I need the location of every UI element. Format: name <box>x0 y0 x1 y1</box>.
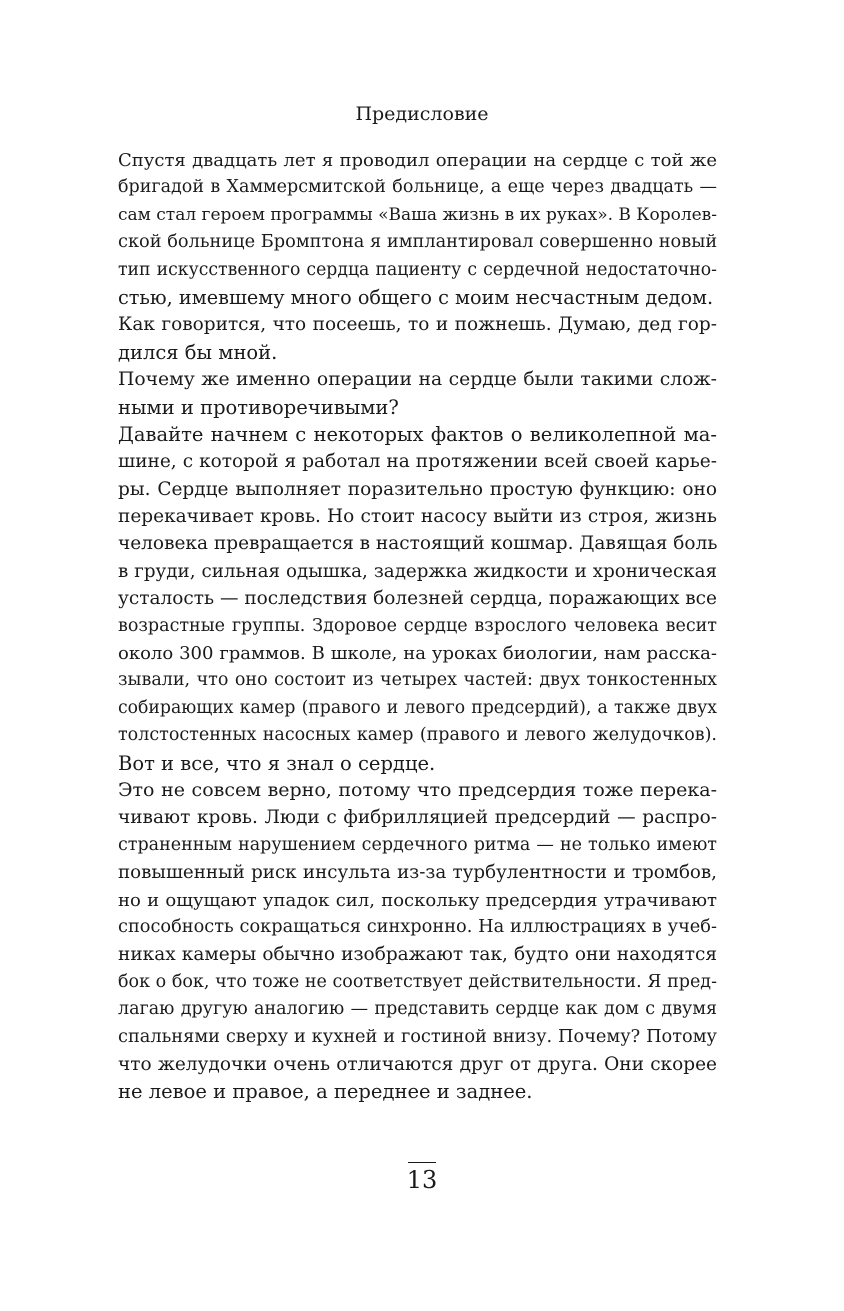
text-line: что желудочки очень отличаются друг от друга. Они скорее <box>118 1053 717 1075</box>
text-line: сам стал героем программы «Ваша жизнь в их руках». В Королев- <box>118 204 717 225</box>
text-line: лагаю другую аналогию — представить сердце как дом с двумя <box>118 999 717 1020</box>
text-line: стью, имевшему много общего с моим несчастным дедом. <box>118 285 714 309</box>
text-line: перекачивает кровь. Но стоит насосу выйти из строя, жизнь <box>118 506 717 528</box>
page-number: 13 <box>406 1166 438 1194</box>
text-line: спальнями сверху и кухней и гостиной внизу. Почему? Потому <box>118 1026 717 1047</box>
text-line: способность сокращаться синхронно. На иллюстрациях в учеб- <box>118 916 717 937</box>
text-line: но и ощущают упадок сил, поскольку предсердия утрачивают <box>118 889 717 911</box>
text-line: шине, с которой я работал на протяжении всей своей карье- <box>118 451 717 473</box>
text-line: зывали, что оно состоит из четырех частей: двух тонкостенных <box>118 670 717 691</box>
text-line: Спустя двадцать лет я проводил операции на сердце с той же <box>118 150 717 171</box>
text-line: дился бы мной. <box>118 340 278 364</box>
text-line: Почему же именно операции на сердце были такими слож- <box>118 369 717 391</box>
text-line: страненным нарушением сердечного ритма — не только имеют <box>118 834 717 855</box>
text-line: бок о бок, что тоже не соответствует действительности. Я пред- <box>118 971 717 992</box>
text-line: ными и противоречивыми? <box>118 395 399 419</box>
text-line: не левое и правое, а переднее и заднее. <box>118 1080 533 1104</box>
text-line: толстостенных насосных камер (правого и левого желудочков). <box>118 725 717 746</box>
text-line: около 300 граммов. В школе, на уроках биологии, нам расска- <box>118 643 717 665</box>
page-footer <box>0 1162 844 1195</box>
text-line: никах камеры обычно изображают так, будто они находятся <box>118 944 717 966</box>
text-line: возрастные группы. Здоровое сердце взрослого человека весит <box>118 615 717 636</box>
text-line: Как говорится, что посеешь, то и пожнешь. Думаю, дед гор- <box>118 314 717 336</box>
text-line: собирающих камер (правого и левого предсердий), а также двух <box>118 697 717 718</box>
text-line: ской больнице Бромптона я имплантировал совершенно новый <box>118 232 717 253</box>
text-line: тип искусственного сердца пациенту с сердечной недостаточно- <box>118 259 717 280</box>
text-line: усталость — последствия болезней сердца, поражающих все <box>118 588 717 610</box>
running-header: Предисловие <box>355 103 489 125</box>
body-text <box>118 147 717 1106</box>
text-line: чивают кровь. Люди с фибрилляцией предсердий — распро- <box>118 807 717 829</box>
text-line: бригадой в Хаммерсмитской больнице, а еще через двадцать — <box>118 177 717 198</box>
folio-rule <box>408 1162 436 1163</box>
text-line: в груди, сильная одышка, задержка жидкости и хроническая <box>118 560 717 582</box>
text-line: Это не совсем верно, потому что предсердия тоже перека- <box>118 778 717 801</box>
text-line: человека превращается в настоящий кошмар. Давящая боль <box>118 533 717 555</box>
text-line: Вот и все, что я знал о сердце. <box>118 751 436 775</box>
text-line: Давайте начнем с некоторых фактов о великолепной ма- <box>118 422 717 446</box>
text-line: повышенный риск инсульта из-за турбулентности и тромбов, <box>118 862 717 884</box>
text-line: ры. Сердце выполняет поразительно простую функцию: оно <box>118 478 717 500</box>
